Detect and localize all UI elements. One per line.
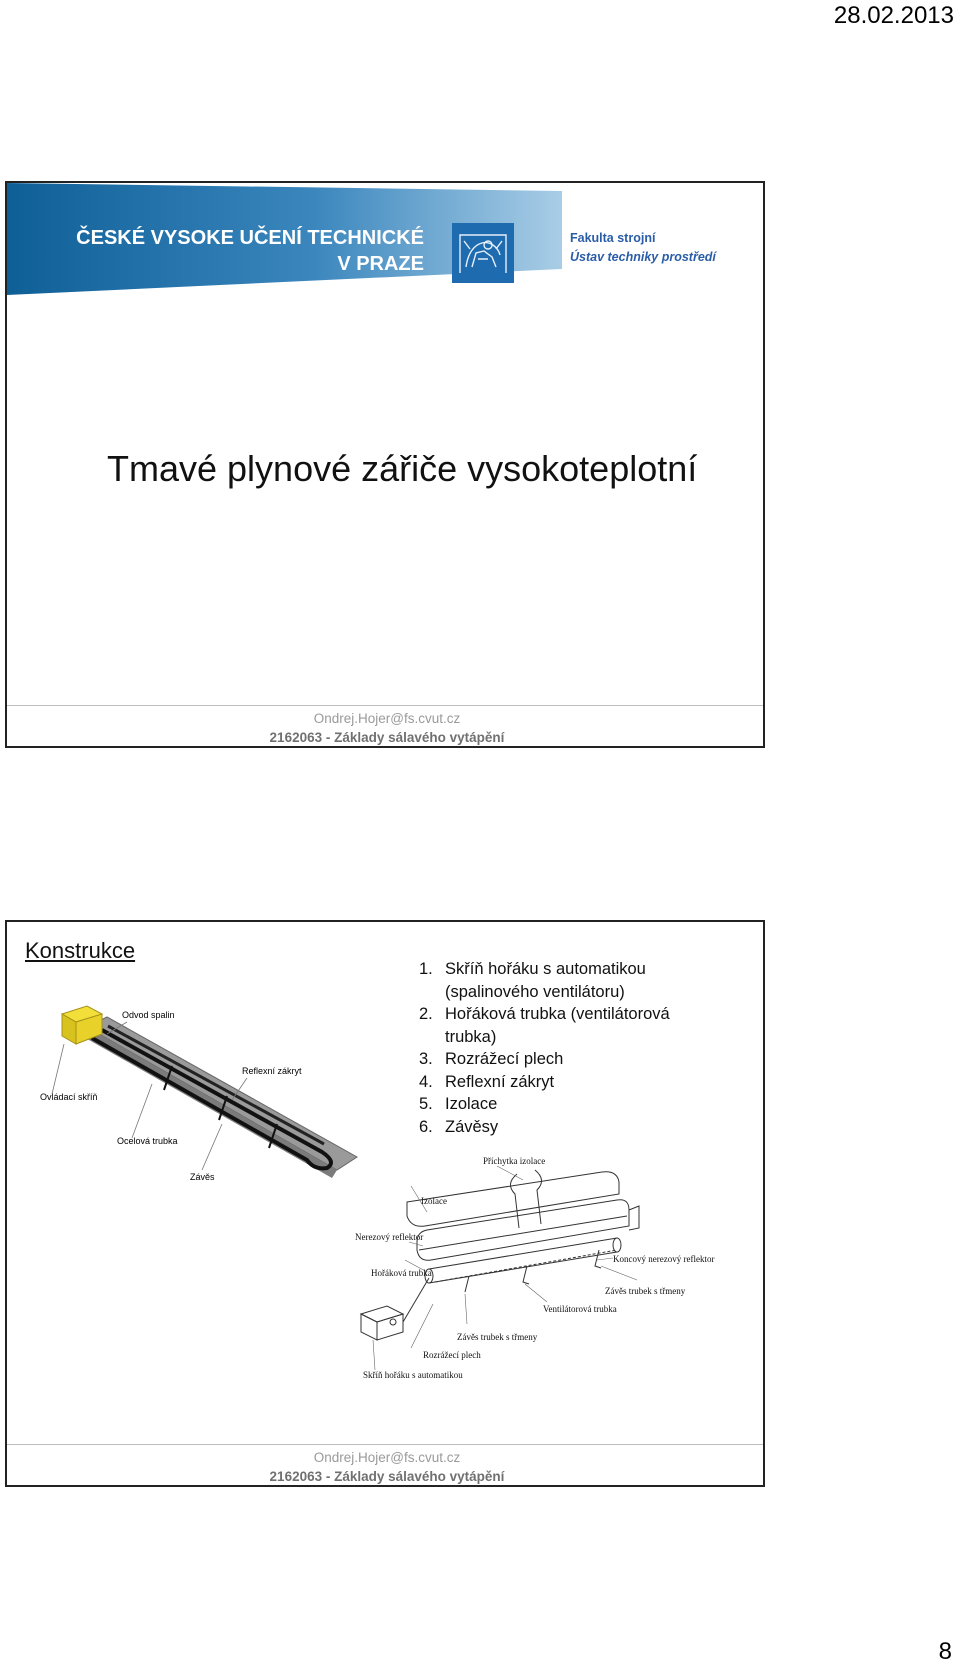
parts-list bbox=[419, 958, 705, 1138]
label-burner-box: Skříň hořáku s automatikou bbox=[363, 1370, 463, 1380]
university-name-line2: V PRAZE bbox=[337, 253, 424, 275]
page-number: 8 bbox=[938, 1638, 952, 1665]
label-stainless-reflector: Nerezový reflektor bbox=[355, 1232, 424, 1242]
construction-slide bbox=[5, 920, 765, 1487]
list-item: 2. Hořáková trubka (ventilátorová trubka) bbox=[419, 1005, 670, 1046]
list-item: 4. Reflexní zákryt bbox=[419, 1072, 555, 1091]
title-slide bbox=[5, 181, 765, 748]
label-reflector: Reflexní zákryt bbox=[242, 1066, 302, 1076]
list-item: 3. Rozrážecí plech bbox=[419, 1050, 564, 1068]
label-tube-hanger-right: Závěs trubek s třmeny bbox=[605, 1286, 686, 1296]
label-fan-tube: Ventilátorová trubka bbox=[543, 1304, 617, 1314]
heater-exploded-diagram bbox=[347, 1154, 747, 1394]
label-baffle: Rozrážecí plech bbox=[423, 1350, 481, 1360]
university-name bbox=[49, 225, 424, 277]
label-control-box: Ovládací skříň bbox=[40, 1092, 98, 1102]
label-insulation-clip: Příchytka izolace bbox=[483, 1156, 546, 1166]
footer-divider bbox=[7, 705, 765, 706]
label-insulation: Izolace bbox=[421, 1196, 447, 1206]
label-burner-tube: Hořáková trubka bbox=[371, 1268, 432, 1278]
slide-title: Tmavé plynové zářiče vysokoteplotní bbox=[107, 448, 698, 489]
footer-email: Ondrej.Hojer@fs.cvut.cz bbox=[313, 1450, 461, 1465]
label-end-reflector: Koncový nerezový reflektor bbox=[613, 1254, 715, 1264]
faculty-block bbox=[570, 229, 716, 267]
university-name-line1: ČESKÉ VYSOKE UČENÍ TECHNICKÉ bbox=[76, 227, 424, 249]
list-item: 1. Skříň hořáku s automatikou (spalinového ventilátoru) bbox=[419, 960, 646, 1001]
label-tube-hanger-left: Závěs trubek s třmeny bbox=[457, 1332, 538, 1342]
heater-3d-diagram bbox=[32, 992, 382, 1182]
footer-course: 2162063 - Základy sálavého vytápění bbox=[269, 730, 505, 745]
department-name: Ústav techniky prostředí bbox=[570, 250, 716, 264]
label-steel-tube: Ocelová trubka bbox=[117, 1136, 178, 1146]
cvut-lion-logo-icon bbox=[452, 223, 514, 283]
faculty-name: Fakulta strojní bbox=[570, 231, 656, 245]
footer-email: Ondrej.Hojer@fs.cvut.cz bbox=[313, 711, 461, 726]
slide-title: Konstrukce bbox=[25, 938, 136, 963]
slide-footer bbox=[7, 709, 765, 747]
footer-course: 2162063 - Základy sálavého vytápění bbox=[269, 1469, 505, 1484]
slide-footer bbox=[7, 1448, 765, 1486]
list-item: 5. Izolace bbox=[419, 1095, 498, 1113]
list-item: 6. Závěsy bbox=[419, 1117, 499, 1136]
label-hanger: Závěs bbox=[190, 1172, 215, 1182]
page-date: 28.02.2013 bbox=[833, 2, 954, 29]
footer-divider bbox=[7, 1444, 765, 1445]
label-exhaust: Odvod spalin bbox=[122, 1010, 175, 1020]
